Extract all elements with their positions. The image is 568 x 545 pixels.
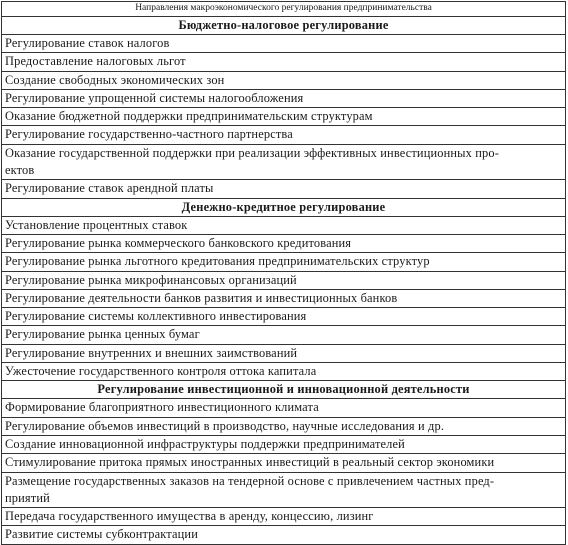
table-row <box>2 326 566 344</box>
table-row <box>2 526 566 544</box>
table-row <box>2 435 566 453</box>
table-row <box>2 253 566 271</box>
table-row <box>2 108 566 126</box>
table-cell: Ужесточение государственного контроля оттока капитала <box>2 363 566 381</box>
regulation-table <box>1 1 566 545</box>
section-heading: Регулирование инвестиционной и инновационной деятельности <box>2 381 566 399</box>
table-cell: Оказание бюджетной поддержки предпринимательским структурам <box>2 108 566 126</box>
table-cell: Предоставление налоговых льгот <box>2 53 566 71</box>
table-cell: Регулирование объемов инвестиций в производство, научные исследования и др. <box>2 417 566 435</box>
section-heading-row <box>2 381 566 399</box>
table-cell: Регулирование рынка микрофинансовых организаций <box>2 271 566 289</box>
table-cell: Регулирование упрощенной системы налогообложения <box>2 89 566 107</box>
table-row <box>2 454 566 472</box>
table-row <box>2 363 566 381</box>
table-row <box>2 35 566 53</box>
table-cell: Регулирование рынка льготного кредитования предпринимательских структур <box>2 253 566 271</box>
table-cell: Передача государственного имущества в аренду, концессию, лизинг <box>2 508 566 526</box>
table-cell: Стимулирование притока прямых иностранных инвестиций в реальный сектор экономики <box>2 454 566 472</box>
table-row <box>2 126 566 144</box>
section-heading-row <box>2 17 566 35</box>
table-row <box>2 472 566 508</box>
table-row <box>2 289 566 307</box>
table-row <box>2 53 566 71</box>
table-row <box>2 271 566 289</box>
table-row <box>2 89 566 107</box>
table-row <box>2 399 566 417</box>
table-cell: Регулирование системы коллективного инвестирования <box>2 308 566 326</box>
section-heading-row <box>2 198 566 216</box>
table-row <box>2 216 566 234</box>
table-cell: Регулирование государственно-частного партнерства <box>2 126 566 144</box>
table-cell: Регулирование деятельности банков развития и инвестиционных банков <box>2 289 566 307</box>
table-row <box>2 508 566 526</box>
table-cell: Регулирование внутренних и внешних заимствований <box>2 344 566 362</box>
table-row <box>2 344 566 362</box>
table-cell: Формирование благоприятного инвестиционного климата <box>2 399 566 417</box>
table-cell: Установление процентных ставок <box>2 216 566 234</box>
table-row <box>2 308 566 326</box>
title-row <box>2 2 566 17</box>
table-title: Направления макроэкономического регулирования предпринимательства <box>2 2 566 17</box>
table-row <box>2 417 566 435</box>
table-row <box>2 144 566 180</box>
table-row <box>2 71 566 89</box>
table-cell: Регулирование рынка коммерческого банковского кредитования <box>2 234 566 252</box>
table-cell: Регулирование ставок арендной платы <box>2 180 566 198</box>
table-cell: Создание свободных экономических зон <box>2 71 566 89</box>
table-cell: Регулирование рынка ценных бумаг <box>2 326 566 344</box>
table-row <box>2 234 566 252</box>
table-row <box>2 180 566 198</box>
table-cell: Размещение государственных заказов на тендерной основе с привлечением частных пред- приятий <box>2 472 566 508</box>
section-heading: Бюджетно-налоговое регулирование <box>2 17 566 35</box>
table-cell: Регулирование ставок налогов <box>2 35 566 53</box>
section-heading: Денежно-кредитное регулирование <box>2 198 566 216</box>
table-cell: Создание инновационной инфраструктуры поддержки предпринимателей <box>2 435 566 453</box>
table-cell: Оказание государственной поддержки при реализации эффективных инвестиционных про- ектов <box>2 144 566 180</box>
table-cell: Развитие системы субконтрактации <box>2 526 566 544</box>
